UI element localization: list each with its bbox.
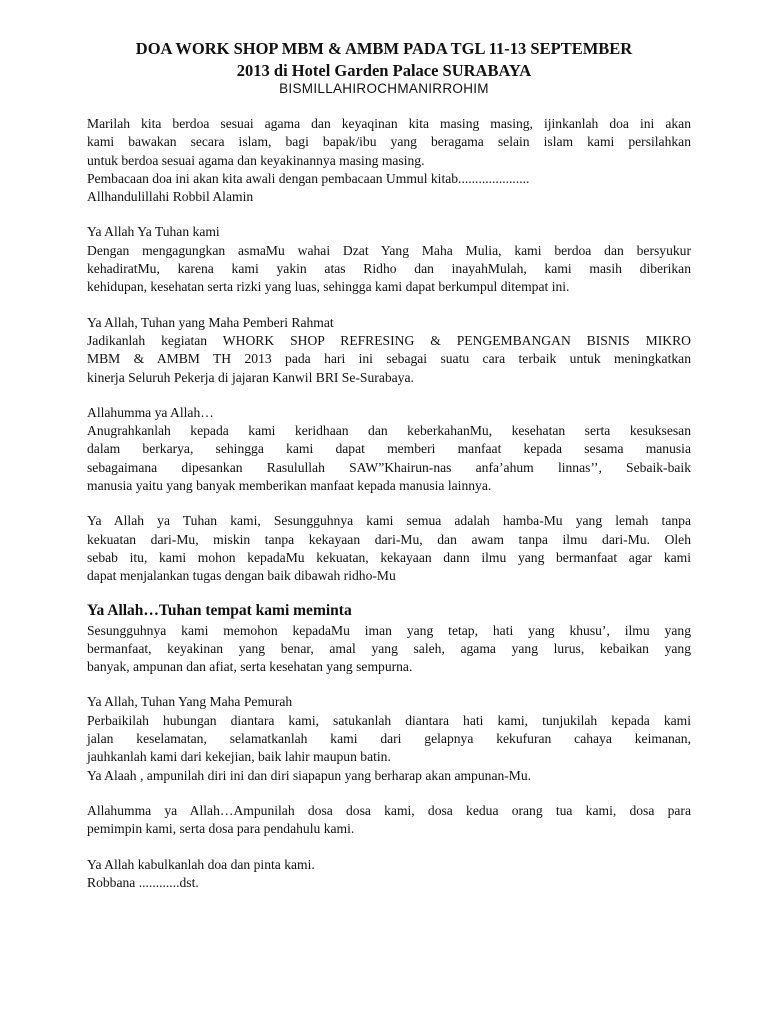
section-5-heading: Ya Allah…Tuhan tempat kami meminta: [87, 601, 352, 619]
spacer: [87, 495, 691, 512]
intro-line-4: Pembacaan doa ini akan kita awali dengan pembacaan Ummul kitab.....................: [87, 170, 530, 186]
spacer: [87, 206, 691, 223]
section-3-line-1: Anugrahkanlah kepada kami keridhaan dan keberkahanMu, kesehatan serta kesuksesan: [87, 423, 691, 439]
section-6-line-2: jalan keselamatan, selamatkanlah kami dari gelapnya kekufuran cahaya keimanan,: [87, 731, 691, 747]
section-4-line-2: kekuatan dari-Mu, miskin tanpa kekayaan dari-Mu, dan awam tanpa ilmu dari-Mu. Oleh: [87, 531, 691, 547]
section-6-line-1: Perbaikilah hubungan diantara kami, satukanlah diantara hati kami, tunjukilah kepada kami: [87, 712, 691, 728]
section-5-line-3: banyak, ampunan dan afiat, serta kesehatan yang sempurna.: [87, 659, 413, 675]
intro-line-3: untuk berdoa sesuai agama dan keyakinannya masing masing.: [87, 152, 425, 168]
section-4-line-4: dapat menjalankan tugas dengan baik dibawah ridho-Mu: [87, 568, 396, 584]
section-3-heading: Allahumma ya Allah…: [87, 404, 214, 420]
section-5-line-1: Sesungguhnya kami memohon kepadaMu iman yang tetap, hati yang khusu’, ilmu yang: [87, 622, 691, 638]
section-3-line-3: sebagaimana dipesankan Rasulullah SAW”Khairun-nas anfa’ahum linnas’’, Sebaik-baik: [87, 459, 691, 475]
section-4-line-3: sebab itu, kami mohon kepadaMu kekuatan, kekayaan dann ilmu yang bermanfaat agar kami: [87, 549, 691, 565]
section-8-line-1: Ya Allah kabulkanlah doa dan pinta kami.: [87, 856, 315, 872]
doc-title-line-1: DOA WORK SHOP MBM & AMBM PADA TGL 11-13 SEPTEMBER: [135, 39, 633, 58]
section-7-line-2: pemimpin kami, serta dosa para pendahulu kami.: [87, 821, 355, 837]
section-6-line-3: jauhkanlah kami dari kekejian, baik lahir maupun batin.: [87, 749, 391, 765]
section-5-line-2: bermanfaat, keyakinan yang benar, amal yang saleh, agama yang lurus, kebaikan yang: [87, 640, 691, 656]
section-1-line-1: Dengan mengagungkan asmaMu wahai Dzat Yang Maha Mulia, kami berdoa dan bersyukur: [87, 242, 691, 258]
section-7-line-1: Allahumma ya Allah…Ampunilah dosa dosa kami, dosa kedua orang tua kami, dosa para: [87, 802, 691, 818]
section-1-line-3: kehidupan, kesehatan serta rizki yang luas, sehingga kami dapat berkumpul ditempat ini.: [87, 279, 570, 295]
section-6-line-4: Ya Alaah , ampunilah diri ini dan diri siapapun yang berharap akan ampunan-Mu.: [87, 767, 532, 783]
section-8-line-2: Robbana ............dst.: [87, 874, 199, 890]
section-2-line-2: MBM & AMBM TH 2013 pada hari ini sebagai suatu cara terbaik untuk meningkatkan: [87, 351, 691, 367]
section-3-line-4: manusia yaitu yang banyak memberikan manfaat kepada manusia lainnya.: [87, 478, 492, 494]
intro-line-1: Marilah kita berdoa sesuai agama dan keyaqinan kita masing masing, ijinkanlah doa ini akan: [87, 116, 691, 131]
doc-bismillah: BISMILLAHIROCHMANIRROHIM: [279, 81, 489, 96]
spacer: [87, 676, 691, 693]
section-1-line-2: kehadiratMu, karena kami yakin atas Ridho dan inayahMulah, kami masih diberikan: [87, 261, 691, 277]
section-2-heading: Ya Allah, Tuhan yang Maha Pemberi Rahmat: [87, 314, 334, 330]
doc-body: [87, 115, 691, 892]
spacer: [87, 297, 691, 314]
spacer: [87, 839, 691, 856]
spacer: [87, 785, 691, 802]
section-3-line-2: dalam berkarya, sehingga kami dapat memberi manfaat kepada sesama manusia: [87, 441, 691, 457]
doc-title-line-2: 2013 di Hotel Garden Palace SURABAYA: [236, 61, 532, 80]
section-2-line-3: kinerja Seluruh Pekerja di jajaran Kanwil BRI Se-Surabaya.: [87, 369, 414, 385]
intro-line-5: Allhandulillahi Robbil Alamin: [87, 189, 254, 205]
spacer: [87, 586, 691, 600]
section-2-line-1: Jadikanlah kegiatan WHORK SHOP REFRESING & PENGEMBANGAN BISNIS MIKRO: [87, 332, 691, 348]
section-1-heading: Ya Allah Ya Tuhan kami: [87, 224, 220, 240]
section-4-line-1: Ya Allah ya Tuhan kami, Sesungguhnya kami semua adalah hamba-Mu yang lemah tanpa: [87, 513, 691, 529]
spacer: [87, 387, 691, 404]
section-6-heading: Ya Allah, Tuhan Yang Maha Pemurah: [87, 694, 293, 710]
intro-line-2: kami bawakan secara islam, bagi bapak/ibu yang beragama selain islam kami persilahkan: [87, 134, 691, 150]
